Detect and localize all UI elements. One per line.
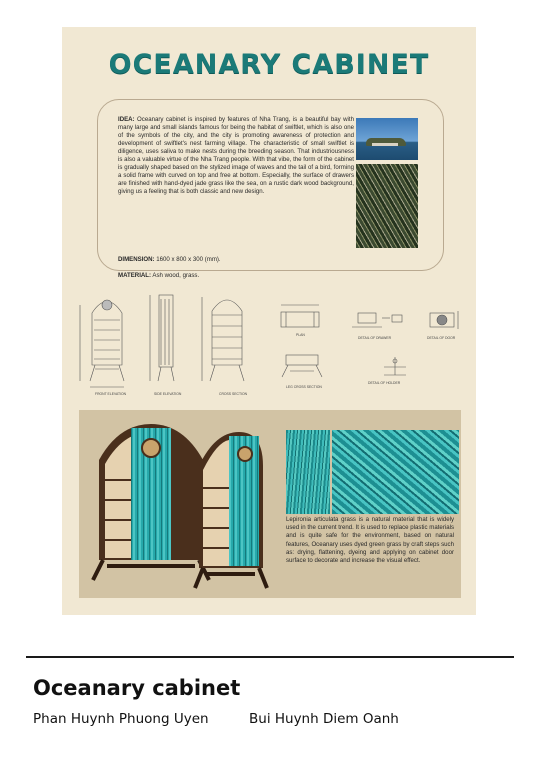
idea-label: IDEA: [118,116,135,123]
plan-drawing [281,305,319,327]
door-detail-label: DETAIL OF DOOR [427,336,456,340]
cabinet-renders [79,410,279,598]
holder-detail-label: DETAIL OF HOLDER [368,381,401,385]
leg-section-drawing [282,355,322,377]
door-detail-drawing [430,311,458,329]
holder-detail-drawing [384,357,406,375]
material-label: MATERIAL: [118,272,152,279]
cross-section-label: CROSS SECTION [219,392,248,396]
caption-title: Oceanary cabinet [33,676,241,700]
drawer-detail-drawing [352,313,402,327]
dimension-value: 1600 x 800 x 300 (mm). [156,256,221,263]
cross-section-drawing [202,297,244,381]
plan-label: PLAN [296,333,305,337]
caption-author-1: Phan Huynh Phuong Uyen [33,711,209,727]
side-elevation-drawing [150,295,174,381]
material-value: Ash wood, grass. [152,272,200,279]
caption-author-2: Bui Huynh Diem Oanh [249,711,399,727]
cabinet-render-left [93,424,209,580]
render-panel [79,410,461,598]
poster [62,27,476,615]
material-line [118,272,199,279]
technical-drawings [62,285,476,405]
caption-divider [26,656,514,658]
idea-body: Oceanary cabinet is inspired by features of Nha Trang, is a beautiful bay with many large and small islands famous for being the habitat of swiftlet, which is also one of the symbols of the city, and the city is promoting awareness of protection and development of swiftlet's nest farming village. The characteristic of small swiftlet is diligence, uses saliva to make nests during the breeding season. That industriousness is also a valuable virtue of the Nha Trang people. With that vibe, the form of the cabinet is gradually shaped based on the stylized image of waves and the tail of a bird, forming a solid frame with curved on top and free at bottom. Especially, the surface of drawers are finished with hand-dyed jade grass like the sea, on a rustic dark wood background, giving us a feeling that is both classic and new design. [118,116,354,195]
nha-trang-bay-photo [356,118,418,160]
side-elevation-label: SIDE ELEVATION [154,392,182,396]
idea-panel [97,99,444,279]
front-elevation-drawing [80,300,124,387]
front-elevation-label: FRONT ELEVATION [95,392,127,396]
leg-section-label: LEG CROSS SECTION [286,385,322,389]
idea-text [118,116,354,196]
swiftlet-nest-photo [356,164,418,248]
grass-door-closeup [286,430,330,514]
technical-drawings-svg [62,285,476,405]
dimension-label: DIMENSION: [118,256,155,263]
poster-title: OCEANARY CABINET [108,49,430,80]
drawer-detail-label: DETAIL OF DRAWER [358,336,392,340]
grass-description: Lepironia articulata grass is a natural material that is widely used in the current trend. It is used to replace plastic materials and is quite safe for the environment, based on natural features, Oceanary uses dyed green grass by craft steps such as: drying, flattening, dyeing and applying on cabinet door surface to decorate and increase the visual effect. [286,516,454,565]
grass-texture-closeup [332,430,459,514]
dimension-line [118,256,221,263]
cabinet-render-right [195,432,267,588]
